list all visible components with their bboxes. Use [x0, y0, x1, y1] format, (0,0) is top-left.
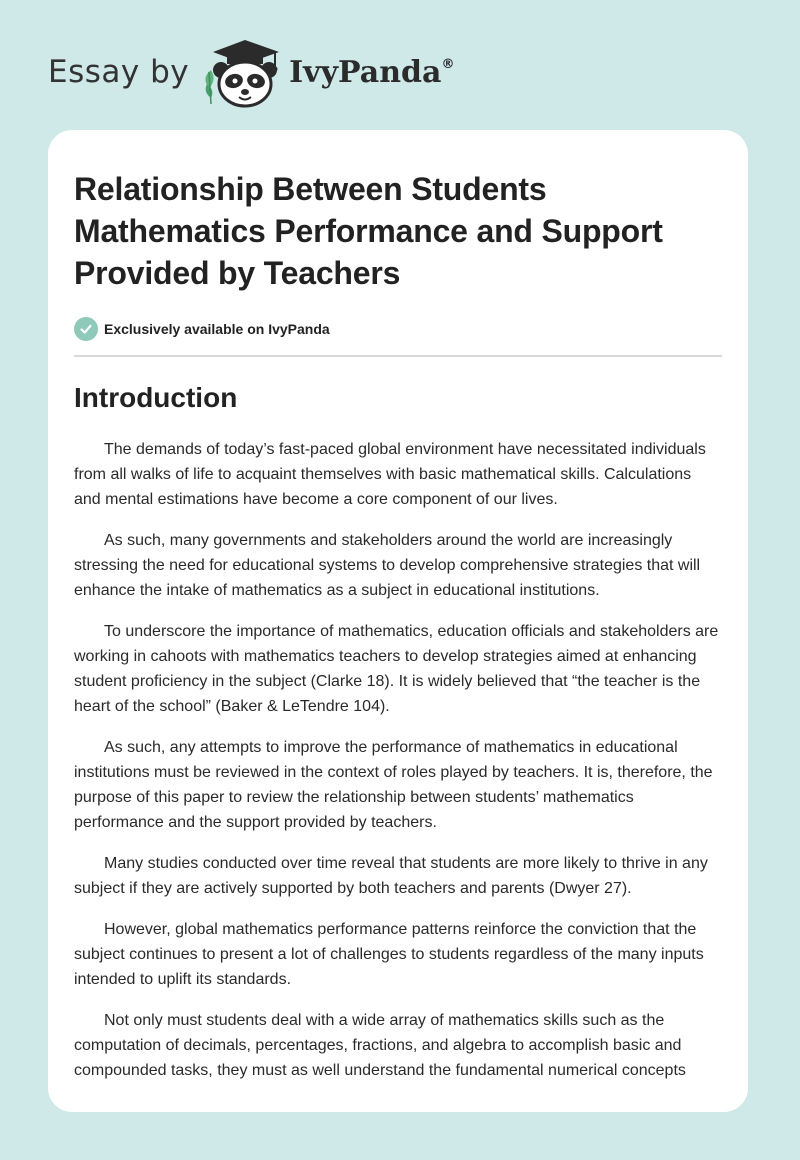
brand-name-text: IvyPanda [289, 54, 442, 90]
registered-mark: ® [441, 56, 455, 72]
section-heading: Introduction [74, 382, 238, 413]
paragraph: Many studies conducted over time reveal that students are more likely to thrive in any subject if they are actively supported by both teachers and parents (Dwyer 27). [74, 855, 708, 897]
article-title: Relationship Between Students Mathematics Performance and Support Provided by Teachers [74, 171, 663, 291]
article-card [48, 130, 748, 1112]
brand-name[interactable] [289, 55, 454, 90]
paragraph: As such, many governments and stakeholders around the world are increasingly stressing the need for educational systems to develop comprehensive strategies that will enhance the intake of mathematics as a subject in educational institutions. [74, 532, 701, 599]
exclusive-badge [74, 316, 722, 342]
panda-graduate-icon[interactable] [199, 34, 287, 110]
check-circle-icon [74, 317, 98, 341]
paragraph: To underscore the importance of mathematics, education officials and stakeholders are working in cahoots with mathematics teachers to develop strategies aimed at enhancing student proficiency in the subject (Clarke 18). It is widely believed that “the teacher is the heart of the school” (Baker & LeTendre 104). [74, 623, 719, 715]
article-body [74, 437, 722, 1083]
brand-header [48, 34, 454, 110]
paragraph: Not only must students deal with a wide array of mathematics skills such as the computation of decimals, percentages, fractions, and algebra to accomplish basic and compounded tasks, they must as well understand the fundamental numerical concepts [74, 1012, 686, 1079]
badge-label: Exclusively available on IvyPanda [104, 321, 330, 337]
paragraph: However, global mathematics performance patterns reinforce the conviction that the subject continues to present a lot of challenges to students regardless of the many inputs intended to uplift its standards. [74, 921, 704, 988]
paragraph: The demands of today’s fast-paced global environment have necessitated individuals from all walks of life to acquaint themselves with basic mathematical skills. Calculations and mental estimations have become a core component of our lives. [74, 441, 706, 508]
essay-by-label: Essay by [48, 54, 190, 90]
paragraph: As such, any attempts to improve the performance of mathematics in educational institutions must be reviewed in the context of roles played by teachers. It is, therefore, the purpose of this paper to review the relationship between students’ mathematics performance and the support provided by teachers. [74, 739, 713, 831]
title-divider [74, 355, 722, 357]
